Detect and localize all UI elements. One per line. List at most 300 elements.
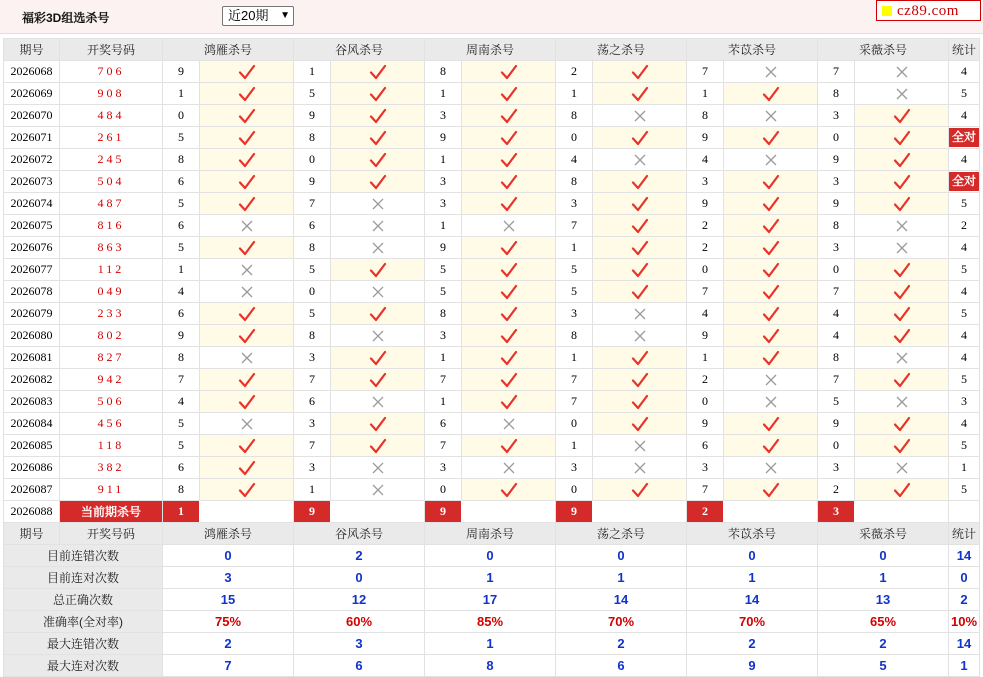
issue-number: 2026068 xyxy=(4,61,60,83)
all-correct-badge xyxy=(949,171,980,193)
stat-count: 10% xyxy=(949,611,980,633)
result-correct xyxy=(462,149,556,171)
result-wrong xyxy=(331,193,425,215)
row-count: 5 xyxy=(949,435,980,457)
check-icon xyxy=(762,416,780,432)
kill-number: 8 xyxy=(294,325,331,347)
draw-number: 506 xyxy=(60,391,163,413)
result-correct xyxy=(462,325,556,347)
check-icon xyxy=(238,152,256,168)
kill-number: 3 xyxy=(294,347,331,369)
kill-number: 9 xyxy=(818,413,855,435)
stat-value: 65% xyxy=(818,611,949,633)
stat-value: 85% xyxy=(425,611,556,633)
result-correct xyxy=(462,369,556,391)
kill-number: 0 xyxy=(818,435,855,457)
kill-number: 5 xyxy=(818,391,855,413)
header-count: 统计 xyxy=(949,39,980,61)
check-icon xyxy=(500,86,518,102)
result-correct xyxy=(462,435,556,457)
stat-value: 1 xyxy=(556,567,687,589)
result-correct xyxy=(200,193,294,215)
table-row xyxy=(4,259,980,281)
result-correct xyxy=(855,127,949,149)
header-expert: 荡之杀号 xyxy=(556,39,687,61)
kill-number: 9 xyxy=(687,127,724,149)
kill-number: 6 xyxy=(294,215,331,237)
check-icon xyxy=(238,328,256,344)
kill-number: 7 xyxy=(818,369,855,391)
result-wrong xyxy=(200,259,294,281)
check-icon xyxy=(893,108,911,124)
stat-value: 0 xyxy=(425,545,556,567)
kill-number: 7 xyxy=(294,193,331,215)
result-correct xyxy=(593,479,687,501)
result-correct xyxy=(855,479,949,501)
kill-number: 7 xyxy=(425,435,462,457)
current-kill-cell xyxy=(163,501,294,523)
result-correct xyxy=(855,325,949,347)
result-wrong xyxy=(331,479,425,501)
header-expert: 芣苡杀号 xyxy=(687,523,818,545)
result-correct xyxy=(331,347,425,369)
kill-number: 3 xyxy=(818,237,855,259)
kill-number: 5 xyxy=(556,281,593,303)
cross-icon xyxy=(633,461,647,475)
stat-value: 1 xyxy=(818,567,949,589)
result-correct xyxy=(331,413,425,435)
table-body xyxy=(4,39,980,677)
issue-number: 2026084 xyxy=(4,413,60,435)
result-correct xyxy=(593,391,687,413)
draw-number: 863 xyxy=(60,237,163,259)
kill-number: 5 xyxy=(556,259,593,281)
kill-number: 1 xyxy=(556,435,593,457)
cross-icon xyxy=(371,329,385,343)
result-correct xyxy=(200,457,294,479)
check-icon xyxy=(631,350,649,366)
result-correct xyxy=(200,83,294,105)
result-wrong xyxy=(855,237,949,259)
header-draw: 开奖号码 xyxy=(60,39,163,61)
row-count: 5 xyxy=(949,193,980,215)
check-icon xyxy=(369,130,387,146)
draw-number: 456 xyxy=(60,413,163,435)
draw-number: 112 xyxy=(60,259,163,281)
stat-value: 1 xyxy=(425,567,556,589)
check-icon xyxy=(893,196,911,212)
check-icon xyxy=(500,262,518,278)
kill-number: 4 xyxy=(818,303,855,325)
result-correct xyxy=(593,171,687,193)
check-icon xyxy=(238,482,256,498)
cross-icon xyxy=(633,307,647,321)
stat-label: 最大连对次数 xyxy=(4,655,163,677)
stat-count: 1 xyxy=(949,655,980,677)
draw-number: 484 xyxy=(60,105,163,127)
kill-number: 3 xyxy=(556,193,593,215)
kill-number: 3 xyxy=(687,171,724,193)
check-icon xyxy=(369,372,387,388)
stat-value: 75% xyxy=(163,611,294,633)
kill-number: 5 xyxy=(163,193,200,215)
kill-number: 2 xyxy=(818,479,855,501)
check-icon xyxy=(762,482,780,498)
result-wrong xyxy=(200,347,294,369)
kill-number: 7 xyxy=(163,369,200,391)
table-row xyxy=(4,215,980,237)
table-row xyxy=(4,61,980,83)
result-wrong xyxy=(855,347,949,369)
check-icon xyxy=(631,284,649,300)
row-count: 4 xyxy=(949,149,980,171)
stat-value: 7 xyxy=(163,655,294,677)
result-correct xyxy=(331,435,425,457)
result-correct xyxy=(593,127,687,149)
stat-value: 2 xyxy=(163,633,294,655)
kill-number: 2 xyxy=(687,369,724,391)
result-wrong xyxy=(724,391,818,413)
issue-number: 2026085 xyxy=(4,435,60,457)
result-correct xyxy=(855,281,949,303)
table-row xyxy=(4,127,980,149)
result-correct xyxy=(331,83,425,105)
header-issue: 期号 xyxy=(4,523,60,545)
result-correct xyxy=(200,105,294,127)
result-wrong xyxy=(724,149,818,171)
draw-number: 911 xyxy=(60,479,163,501)
header-issue: 期号 xyxy=(4,39,60,61)
result-correct xyxy=(200,127,294,149)
all-correct-label: 全对 xyxy=(949,172,979,191)
kill-number: 5 xyxy=(425,259,462,281)
kill-number: 8 xyxy=(818,215,855,237)
kill-number: 9 xyxy=(425,127,462,149)
check-icon xyxy=(893,482,911,498)
stat-value: 8 xyxy=(425,655,556,677)
table-row xyxy=(4,479,980,501)
cross-icon xyxy=(240,285,254,299)
check-icon xyxy=(631,218,649,234)
result-wrong xyxy=(855,457,949,479)
result-wrong xyxy=(462,457,556,479)
kill-number: 3 xyxy=(687,457,724,479)
draw-number: 908 xyxy=(60,83,163,105)
result-wrong xyxy=(593,303,687,325)
kill-number: 3 xyxy=(294,457,331,479)
check-icon xyxy=(500,284,518,300)
kill-number: 0 xyxy=(556,413,593,435)
stat-row xyxy=(4,567,980,589)
check-icon xyxy=(762,240,780,256)
kill-number: 6 xyxy=(687,435,724,457)
kill-number: 1 xyxy=(294,61,331,83)
cross-icon xyxy=(633,109,647,123)
result-correct xyxy=(200,435,294,457)
check-icon xyxy=(238,372,256,388)
check-icon xyxy=(369,262,387,278)
current-kill-number: 9 xyxy=(425,501,461,522)
cross-icon xyxy=(371,483,385,497)
result-correct xyxy=(200,171,294,193)
kill-number: 0 xyxy=(818,127,855,149)
check-icon xyxy=(631,394,649,410)
cross-icon xyxy=(764,373,778,387)
issue-number: 2026075 xyxy=(4,215,60,237)
kill-number: 5 xyxy=(163,127,200,149)
row-count: 1 xyxy=(949,457,980,479)
check-icon xyxy=(893,152,911,168)
kill-number: 0 xyxy=(818,259,855,281)
table-row xyxy=(4,171,980,193)
check-icon xyxy=(238,130,256,146)
issue-number: 2026073 xyxy=(4,171,60,193)
check-icon xyxy=(238,460,256,476)
kill-number: 3 xyxy=(556,303,593,325)
row-count: 2 xyxy=(949,215,980,237)
row-count: 4 xyxy=(949,413,980,435)
issue-number: 2026070 xyxy=(4,105,60,127)
check-icon xyxy=(631,372,649,388)
check-icon xyxy=(762,328,780,344)
row-count: 4 xyxy=(949,347,980,369)
result-correct xyxy=(724,303,818,325)
table-row xyxy=(4,83,980,105)
draw-number: 382 xyxy=(60,457,163,479)
check-icon xyxy=(893,306,911,322)
result-correct xyxy=(200,61,294,83)
row-count: 5 xyxy=(949,259,980,281)
result-wrong xyxy=(855,215,949,237)
stat-value: 2 xyxy=(294,545,425,567)
period-select[interactable] xyxy=(222,6,294,26)
kill-number: 7 xyxy=(556,215,593,237)
header-count: 统计 xyxy=(949,523,980,545)
row-count: 4 xyxy=(949,325,980,347)
result-correct xyxy=(462,193,556,215)
check-icon xyxy=(631,174,649,190)
kill-number: 7 xyxy=(818,281,855,303)
check-icon xyxy=(238,394,256,410)
kill-number: 0 xyxy=(425,479,462,501)
stat-value: 2 xyxy=(556,633,687,655)
result-correct xyxy=(331,105,425,127)
stat-value: 70% xyxy=(556,611,687,633)
check-icon xyxy=(369,64,387,80)
result-correct xyxy=(462,105,556,127)
header-expert: 荡之杀号 xyxy=(556,523,687,545)
check-icon xyxy=(369,86,387,102)
check-icon xyxy=(631,262,649,278)
result-correct xyxy=(724,281,818,303)
kill-number: 7 xyxy=(294,369,331,391)
cross-icon xyxy=(371,219,385,233)
check-icon xyxy=(238,174,256,190)
current-kill-number: 1 xyxy=(163,501,199,522)
kill-number: 1 xyxy=(425,391,462,413)
header-expert: 周南杀号 xyxy=(425,39,556,61)
stat-row xyxy=(4,589,980,611)
result-correct xyxy=(593,259,687,281)
stat-value: 0 xyxy=(556,545,687,567)
kill-number: 8 xyxy=(163,149,200,171)
draw-number: 706 xyxy=(60,61,163,83)
result-correct xyxy=(724,479,818,501)
kill-number: 9 xyxy=(687,413,724,435)
logo-square-icon xyxy=(882,6,892,16)
check-icon xyxy=(500,306,518,322)
result-wrong xyxy=(200,413,294,435)
current-period-label: 当前期杀号 xyxy=(60,501,163,523)
result-correct xyxy=(724,413,818,435)
issue-number: 2026087 xyxy=(4,479,60,501)
stat-label: 总正确次数 xyxy=(4,589,163,611)
check-icon xyxy=(893,284,911,300)
kill-number: 3 xyxy=(818,171,855,193)
kill-number: 0 xyxy=(556,127,593,149)
result-correct xyxy=(855,105,949,127)
result-correct xyxy=(593,413,687,435)
kill-number: 5 xyxy=(294,83,331,105)
stat-value: 3 xyxy=(294,633,425,655)
kill-number: 7 xyxy=(556,369,593,391)
kill-number: 3 xyxy=(425,171,462,193)
kill-number: 6 xyxy=(163,303,200,325)
kill-number: 8 xyxy=(818,83,855,105)
stat-value: 14 xyxy=(556,589,687,611)
kill-number: 3 xyxy=(425,325,462,347)
kill-number: 7 xyxy=(294,435,331,457)
kill-number: 5 xyxy=(425,281,462,303)
kill-number: 8 xyxy=(425,303,462,325)
result-wrong xyxy=(855,391,949,413)
kill-number: 7 xyxy=(425,369,462,391)
kill-number: 8 xyxy=(687,105,724,127)
current-kill-cell xyxy=(556,501,687,523)
result-correct xyxy=(462,281,556,303)
cross-icon xyxy=(502,461,516,475)
kill-number: 9 xyxy=(294,105,331,127)
check-icon xyxy=(369,152,387,168)
kill-number: 1 xyxy=(556,347,593,369)
cross-icon xyxy=(240,263,254,277)
result-wrong xyxy=(331,237,425,259)
result-correct xyxy=(462,171,556,193)
result-correct xyxy=(855,193,949,215)
check-icon xyxy=(500,64,518,80)
result-correct xyxy=(724,237,818,259)
issue-number: 2026069 xyxy=(4,83,60,105)
result-wrong xyxy=(593,457,687,479)
row-count: 5 xyxy=(949,303,980,325)
stat-value: 13 xyxy=(818,589,949,611)
issue-number: 2026081 xyxy=(4,347,60,369)
kill-number: 3 xyxy=(818,457,855,479)
check-icon xyxy=(893,130,911,146)
stat-value: 0 xyxy=(163,545,294,567)
issue-number: 2026076 xyxy=(4,237,60,259)
current-kill-number: 9 xyxy=(294,501,330,522)
check-icon xyxy=(762,218,780,234)
check-icon xyxy=(762,130,780,146)
current-count-empty xyxy=(949,501,980,523)
result-correct xyxy=(593,83,687,105)
issue-number: 2026083 xyxy=(4,391,60,413)
kill-number: 7 xyxy=(687,61,724,83)
result-correct xyxy=(331,149,425,171)
cross-icon xyxy=(240,351,254,365)
result-correct xyxy=(462,303,556,325)
result-correct xyxy=(331,303,425,325)
table-row xyxy=(4,303,980,325)
result-correct xyxy=(593,215,687,237)
kill-number: 8 xyxy=(425,61,462,83)
cross-icon xyxy=(633,329,647,343)
check-icon xyxy=(631,416,649,432)
result-correct xyxy=(331,61,425,83)
check-icon xyxy=(500,240,518,256)
result-correct xyxy=(593,369,687,391)
kill-number: 8 xyxy=(294,237,331,259)
check-icon xyxy=(893,416,911,432)
kill-number: 1 xyxy=(163,83,200,105)
result-wrong xyxy=(593,149,687,171)
check-icon xyxy=(500,196,518,212)
check-icon xyxy=(893,372,911,388)
kill-number: 1 xyxy=(687,83,724,105)
stat-count: 14 xyxy=(949,633,980,655)
kill-number: 0 xyxy=(687,391,724,413)
kill-number: 6 xyxy=(163,171,200,193)
kill-number-table xyxy=(3,38,980,677)
kill-number: 8 xyxy=(556,105,593,127)
result-correct xyxy=(593,61,687,83)
kill-number: 4 xyxy=(556,149,593,171)
draw-number: 245 xyxy=(60,149,163,171)
cross-icon xyxy=(764,461,778,475)
issue-number: 2026072 xyxy=(4,149,60,171)
header-expert: 周南杀号 xyxy=(425,523,556,545)
draw-number: 827 xyxy=(60,347,163,369)
table-row xyxy=(4,457,980,479)
cross-icon xyxy=(371,395,385,409)
cross-icon xyxy=(764,65,778,79)
cross-icon xyxy=(895,461,909,475)
page-title: 福彩3D组选杀号 xyxy=(22,11,110,25)
draw-number: 487 xyxy=(60,193,163,215)
check-icon xyxy=(631,64,649,80)
draw-number: 049 xyxy=(60,281,163,303)
header-expert: 鸿雁杀号 xyxy=(163,39,294,61)
check-icon xyxy=(238,86,256,102)
site-logo[interactable] xyxy=(876,0,981,21)
check-icon xyxy=(369,174,387,190)
kill-number: 9 xyxy=(687,193,724,215)
kill-number: 2 xyxy=(687,215,724,237)
current-period-row xyxy=(4,501,980,523)
check-icon xyxy=(893,438,911,454)
check-icon xyxy=(762,350,780,366)
current-issue: 2026088 xyxy=(4,501,60,523)
cross-icon xyxy=(764,395,778,409)
kill-number: 0 xyxy=(163,105,200,127)
result-wrong xyxy=(331,391,425,413)
kill-number: 8 xyxy=(163,479,200,501)
result-wrong xyxy=(593,435,687,457)
logo-text: cz89.com xyxy=(897,3,959,19)
kill-number: 6 xyxy=(425,413,462,435)
kill-number: 5 xyxy=(163,435,200,457)
